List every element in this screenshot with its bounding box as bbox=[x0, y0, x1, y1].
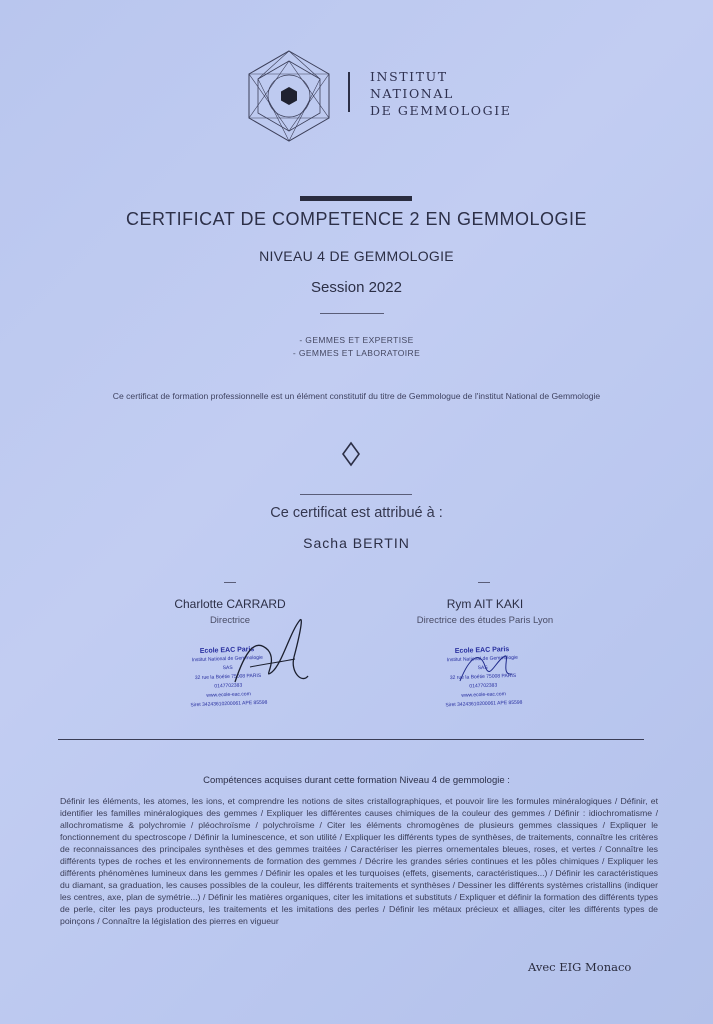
logo-divider bbox=[348, 72, 350, 112]
module-list bbox=[0, 334, 713, 360]
attributed-label: Ce certificat est attribué à : bbox=[270, 505, 443, 521]
stamp-line: 0147702383 bbox=[214, 682, 243, 690]
hexagon-gem-icon bbox=[281, 87, 297, 105]
signature bbox=[220, 612, 320, 692]
institute-name bbox=[370, 68, 511, 119]
certificate-session: Session 2022 bbox=[311, 279, 402, 296]
stamp-line: SAS bbox=[222, 664, 233, 672]
signatory-role: Directrice bbox=[209, 615, 251, 626]
stamp-line: Siret 34243610200061 APE 85598 bbox=[445, 699, 523, 709]
stamp-line: Ecole EAC Paris bbox=[199, 646, 255, 655]
stamp-line: Institut National de Gemmologie bbox=[191, 654, 264, 664]
divider bbox=[224, 582, 236, 583]
competences-body: Définir les éléments, les atomes, les ions, et comprendre les notions de sites cristallographiques, et pouvoir lire les formules minéralogiques / Définir, et identifier les familles minéralogiques des gemmes / Expliquer les différentes causes chimiques de la couleur des gemmes / Définir : idiochromatisme / allochromatisme & polychromie / pléochroïsme / polychroïsme / Citer les éléments chromogènes de plusieurs gemmes classiques / Expliquer le fonctionnement du spectroscope / Définir la luminescence, et son utilité / Expliquer les différents types de synthèses, de traitements, connaître les critères de reconnaissances des principales synthèses et des gemmes traitées / Caractériser les pierres ornementales bleues, roses, et vertes / Connaître les différents types de roches et les environnements de formation des gemmes / Décrire les grandes séries continues et les pôles chimiques / Expliquer les différents phénomènes lumineux dans les gemmes / Définir les opales et les turquoises (effets, gisements, caractéristiques...) / Définir les caractéristiques du diamant, sa graduation, les causes possibles de la couleur, les différents traitements et synthèses / Dessiner les différents systèmes cristallins (indiquer les centres, axe, plan de symétrie...) / Définir les matières organiques, citer les imitations et substituts / Expliquer et définir la formation des différents types de perle, citer les pays producteurs, les traitements et les imitations des perles / Définir les métaux précieux et alliages, citer les différents types de poinçons / Connaître la législation des pierres en vigueur bbox=[60, 796, 658, 926]
module-item: - GEMMES ET EXPERTISE bbox=[299, 335, 414, 345]
stamp-line: 32 rue la Boétie 75008 PARIS bbox=[194, 672, 262, 682]
signature bbox=[450, 636, 530, 696]
diamond-icon bbox=[340, 441, 362, 467]
stamp-line: Ecole EAC Paris bbox=[454, 646, 510, 655]
footer-note: Avec EIG Monaco bbox=[528, 960, 632, 974]
competences-title: Compétences acquises durant cette formation Niveau 4 de gemmologie : bbox=[203, 775, 510, 786]
institute-name-line: NATIONAL bbox=[370, 86, 454, 101]
stamp-line: 32 rue la Boétie 75008 PARIS bbox=[449, 672, 517, 682]
stamp-line: Siret 34243610200061 APE 85598 bbox=[190, 699, 268, 709]
institute-logo bbox=[244, 48, 334, 144]
recipient-name: Sacha BERTIN bbox=[303, 535, 410, 551]
divider bbox=[320, 313, 384, 314]
certificate-title: CERTIFICAT DE COMPETENCE 2 EN GEMMOLOGIE bbox=[125, 209, 588, 229]
stamp-line: www.ecole-eac.com bbox=[206, 691, 251, 699]
institute-name-line: INSTITUT bbox=[370, 69, 448, 84]
stamp-line: Institut National de Gemmologie bbox=[446, 654, 519, 664]
stamp-line: www.ecole-eac.com bbox=[461, 691, 506, 699]
institute-name-line: DE GEMMOLOGIE bbox=[370, 103, 512, 118]
intro-text: Ce certificat de formation professionnelle est un élément constitutif du titre de Gemmologue de l'institut National de Gemmologie bbox=[112, 391, 601, 401]
stamp-line: 0147702383 bbox=[469, 682, 498, 690]
title-rule bbox=[300, 196, 412, 201]
divider bbox=[300, 494, 412, 495]
stamp-line: SAS bbox=[477, 664, 488, 672]
signatory-role: Directrice des études Paris Lyon bbox=[416, 615, 554, 626]
certificate-level: NIVEAU 4 DE GEMMOLOGIE bbox=[259, 248, 454, 264]
signatory-name: Rym AIT KAKI bbox=[446, 597, 524, 611]
divider bbox=[478, 582, 490, 583]
module-item: - GEMMES ET LABORATOIRE bbox=[292, 348, 421, 358]
section-divider bbox=[58, 739, 644, 740]
signatory-name: Charlotte CARRARD bbox=[174, 597, 286, 611]
